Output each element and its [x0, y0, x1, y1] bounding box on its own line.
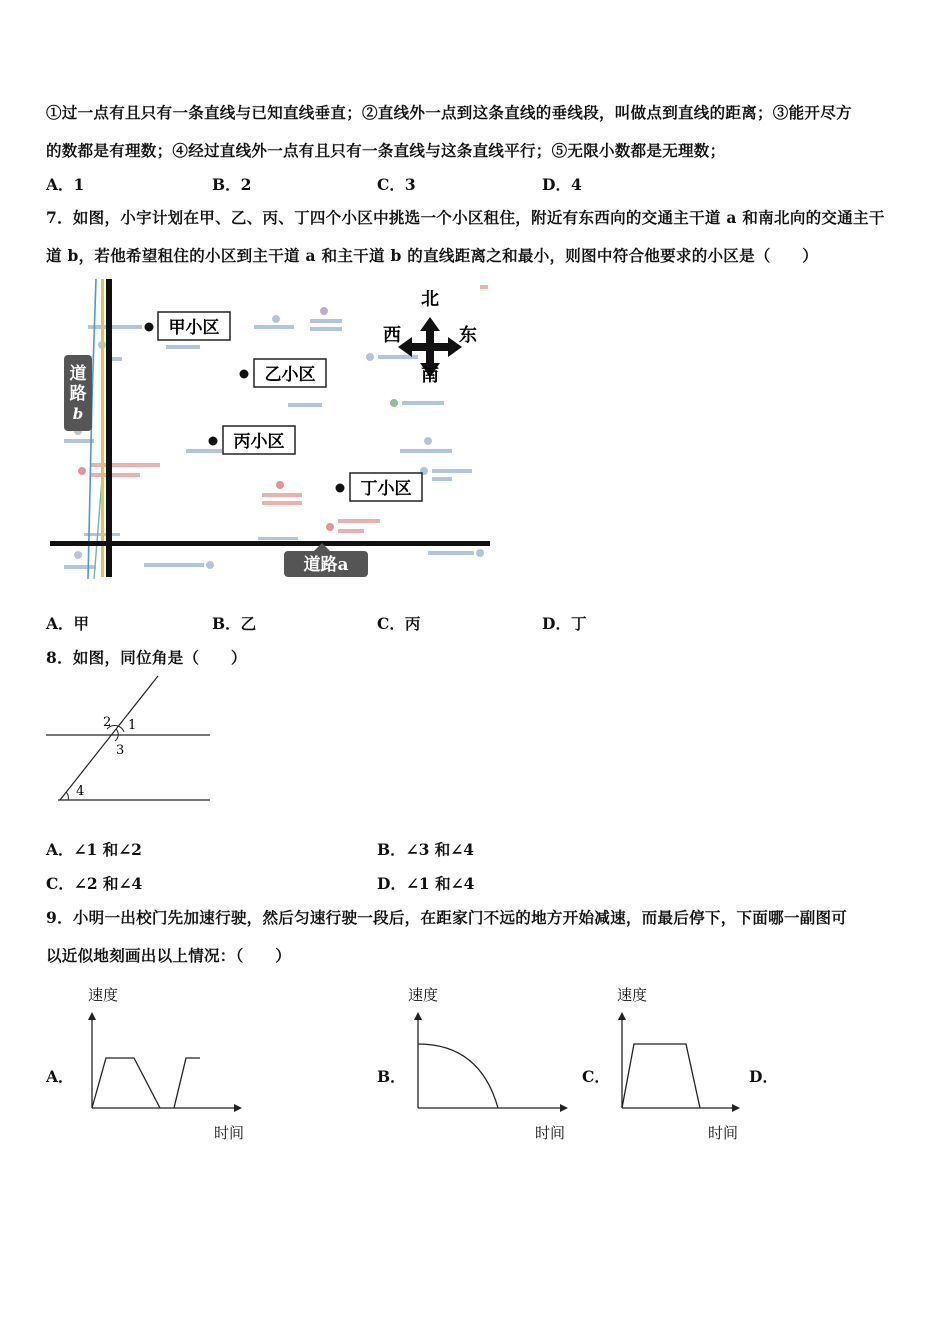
ding-label: 丁小区: [360, 479, 412, 499]
q9-option-c: C．: [582, 1067, 610, 1086]
q7-line1: 7．如图，小宇计划在甲、乙、丙、丁四个小区中挑选一个小区租住，附近有东西向的交通主干道 a 和南北向的交通主干: [46, 208, 885, 227]
jia-dot: [145, 323, 154, 332]
q6-option-b: B．2: [212, 175, 252, 194]
graph-a-curve-1: [92, 1058, 160, 1108]
q6-line1: ①过一点有且只有一条直线与已知直线垂直；②直线外一点到这条直线的垂线段，叫做点到直线的距离；③能开尽方: [46, 103, 852, 122]
graph-a-curve-2: [174, 1058, 200, 1108]
q6-option-c: C．3: [377, 175, 416, 194]
graph-c: [614, 1010, 744, 1114]
q6-option-a: A．1: [46, 175, 85, 194]
ding-dot: [336, 484, 345, 493]
road-a-label: 道路a: [303, 555, 349, 575]
graph-c-xlabel: 时间: [708, 1124, 739, 1142]
road-b: [106, 279, 112, 577]
graph-b-xlabel: 时间: [535, 1124, 566, 1142]
q9-option-b: B．: [377, 1067, 406, 1086]
graph-b-curve: [418, 1044, 498, 1108]
q9-line2: 以近似地刻画出以上情况：（ ）: [46, 946, 292, 965]
yi-label: 乙小区: [264, 365, 316, 385]
q9-option-d: D．: [749, 1067, 778, 1086]
yi-dot: [240, 370, 249, 379]
community-map: [48, 279, 494, 581]
q8-option-c: C．∠2 和∠4: [46, 874, 143, 893]
jia-label: 甲小区: [168, 318, 220, 338]
bing-label: 丙小区: [233, 432, 285, 452]
angle-label-1: 1: [128, 718, 137, 733]
road-a: [50, 541, 490, 546]
graph-b: [410, 1010, 572, 1114]
angle-figure: [44, 674, 214, 806]
bing-dot: [209, 437, 218, 446]
angle-label-2: 2: [103, 715, 112, 730]
q8-option-a: A．∠1 和∠2: [46, 840, 142, 859]
q7-option-d: D．丁: [542, 614, 587, 633]
q8-stem: 8．如图，同位角是（ ）: [46, 648, 247, 667]
q9-option-a: A．: [46, 1067, 74, 1086]
q8-option-b: B．∠3 和∠4: [377, 840, 475, 859]
graph-c-curve: [622, 1044, 700, 1108]
q7-option-b: B．乙: [212, 614, 257, 633]
compass-east: 东: [459, 325, 477, 346]
graph-a: [84, 1010, 246, 1114]
graph-a-ylabel: 速度: [88, 986, 119, 1004]
q7-option-c: C．丙: [377, 614, 421, 633]
graph-a-xlabel: 时间: [214, 1124, 245, 1142]
road-b-label-2: 路: [69, 384, 87, 404]
road-b-label-1: 道: [69, 364, 87, 384]
q8-option-d: D．∠1 和∠4: [377, 874, 475, 893]
transversal-line: [60, 676, 158, 800]
road-b-label-3: b: [72, 405, 84, 423]
q6-option-d: D．4: [542, 175, 582, 194]
graph-c-ylabel: 速度: [617, 986, 648, 1004]
q7-option-a: A．甲: [46, 614, 90, 633]
graph-b-ylabel: 速度: [408, 986, 439, 1004]
compass-west: 西: [383, 325, 401, 346]
q9-line1: 9．小明一出校门先加速行驶，然后匀速行驶一段后，在距家门不远的地方开始减速，而最后停下，下面哪一副图可: [46, 908, 848, 927]
angle-label-4: 4: [76, 784, 85, 799]
q6-line2: 的数都是有理数；④经过直线外一点有且只有一条直线与这条直线平行；⑤无限小数都是无理数；: [46, 141, 726, 160]
compass-south: 南: [421, 365, 439, 386]
angle-label-3: 3: [116, 743, 125, 758]
q7-line2: 道 b，若他希望租住的小区到主干道 a 和主干道 b 的直线距离之和最小，则图中符合他要求的小区是（ ）: [46, 246, 819, 265]
compass-north: 北: [421, 289, 439, 310]
